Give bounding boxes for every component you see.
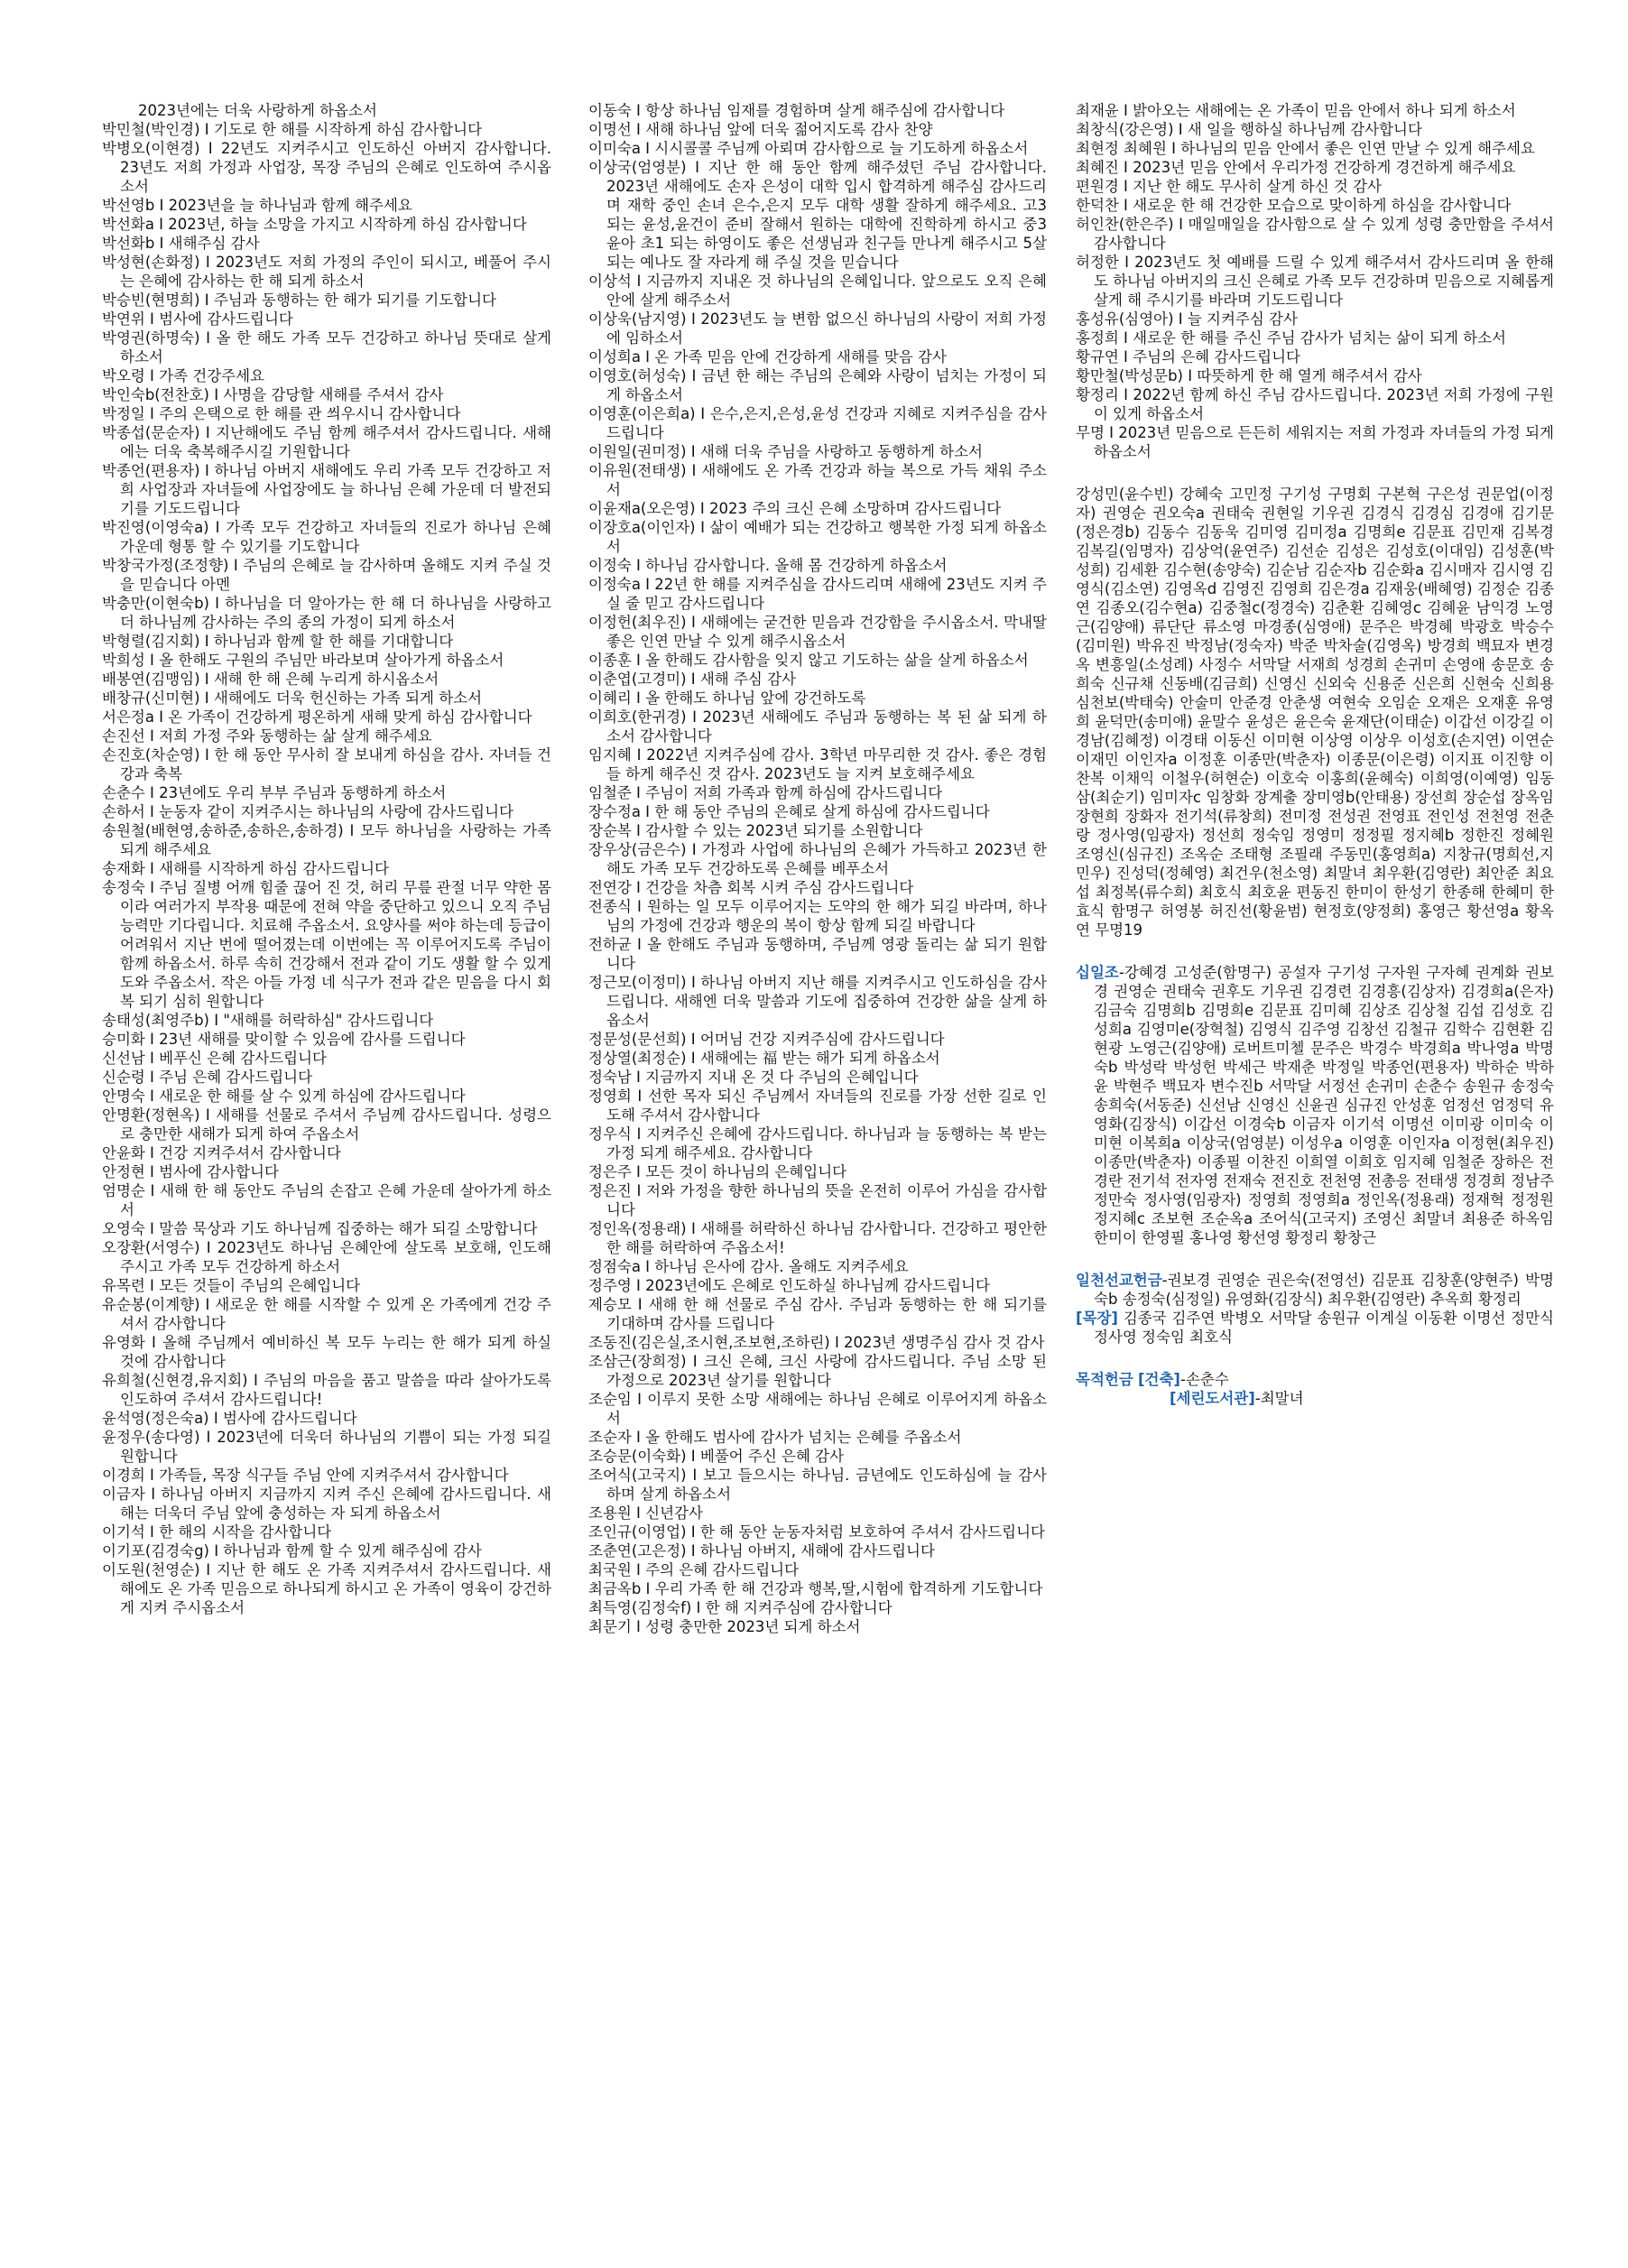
prayer-entry: 이원일(권미정) I 새해 더욱 주님을 사랑하고 동행하게 하소서: [588, 443, 983, 460]
prayer-entry: 편원경 I 지난 한 해도 무사히 살게 하신 것 감사: [1076, 178, 1382, 195]
prayer-entry: 황규연 I 주님의 은혜 감사드립니다: [1076, 348, 1300, 366]
building-names: -손춘수: [1179, 1371, 1229, 1388]
prayer-entry: 서은정a I 온 가족이 건강하게 평온하게 새해 맞게 하심 감사합니다: [102, 708, 532, 726]
prayer-entry: 정상열(최정순) I 새해에는 福 받는 해가 되게 하옵소서: [588, 1050, 940, 1067]
prayer-entry: 조춘연(고은정) I 하나님 아버지, 새해에 감사드립니다: [588, 1542, 935, 1560]
moksang-names: 김종국 김주연 박병오 서막달 송원규 이계실 이동환 이명선 정만식 정사영 정숙임 최호식: [1094, 1310, 1554, 1346]
prayer-entry: 황만철(박성문b) I 따뜻하게 한 해 열게 해주셔서 감사: [1076, 367, 1422, 384]
building-label: [건축]: [1138, 1371, 1180, 1388]
prayer-entry: 최문기 I 성령 충만한 2023년 되게 하소서: [588, 1618, 861, 1635]
moksang-section: [1076, 1309, 1554, 1347]
mission-offering-names: -권보경 권영순 권은숙(전영선) 김문표 김창훈(양현주) 박명숙b 송정숙(심정일) 유영화(김장식) 최우환(김영란) 추옥희 황정리: [1094, 1272, 1554, 1308]
prayer-entry: 안명환(정현옥) I 새해를 선물로 주셔서 주님께 감사드립니다. 성령으로 충만한 새해가 되게 하여 주옵소서: [102, 1106, 551, 1143]
prayer-entry: 박충만(이현숙b) I 하나님을 더 알아가는 한 해 더 하나님을 사랑하고 더 하나님께 감사하는 주의 종의 가정이 되게 하소서: [102, 595, 551, 631]
prayer-entry: 신순령 I 주님 은혜 감사드립니다: [102, 1069, 313, 1086]
library-label: [세린도서관]: [1170, 1390, 1255, 1407]
prayer-entry: 장우상(금은수) I 가정과 사업에 하나님의 은혜가 가득하고 2023년 한 해도 가족 모두 건강하도록 은혜를 베푸소서: [588, 841, 1047, 877]
prayer-entry: 박정일 I 주의 은택으로 한 해를 관 씌우시니 감사합니다: [102, 405, 461, 422]
thanks-offering-names: 강성민(윤수빈) 강혜숙 고민정 구기성 구명회 구본혁 구은성 권문업(이정자) 권영순 권오숙a 권태숙 권현일 기우권 김경식 김경심 김경애 김기문(정은경b) 김동수 김동욱 김미영 김미정a 김명희e 김문표 김민재 김복경 김복길(임명자) 김상억(윤연주) 김선순 김성은 김성호(이대임) 김성훈(박성희) 김세환 김수현(송양숙) 김순남 김순자b 김순화a 김시매자 김시영 김영식(김소연) 김영옥d 김영진 김영희 김은경a 김재웅(배혜영) 김정순 김종연 김종오(김수현a) 김중철c(정경숙) 김춘환 김혜영c 김혜윤 남익경 노영근(김양애) 류단단 류소영 마경종(심영애) 문주은 박경혜 박광호 박승수(김미원) 박유진 박정남(정숙자) 박준 박차술(김영옥) 방경희 백묘자 변경옥 변흥일(소성례) 사정수 서막달 서재희 성경희 손귀미 손영애 송문호 송희숙 신규채 신동배(김금희) 신영신 신외숙 신용준 신은희 신현숙 신희용 심천보(박태숙) 안술미 안준경 안춘생 여현숙 오임순 오재은 오재훈 유영희 윤덕만(송미애) 윤말수 윤성은 윤은숙 윤재단(이태순) 이갑선 이강길 이경남(김혜정) 이경태 이동신 이미현 이상영 이상우 이성호(손지연) 이연순 이재민 이인자a 이정훈 이종만(박춘자) 이종문(이은령) 이지표 이진향 이찬복 이채익 이철우(허현순) 이호숙 이홍희(윤혜숙) 이희영(이예영) 임동삼(최순기) 임미자c 임창화 장계출 장미영b(안태용) 장선희 장순섭 장옥임 장현희 장화자 전기석(류창희) 전미정 전성권 전영표 전인성 전천영 전춘랑 정사영(임광자) 정선희 정숙임 정영미 정정필 정지혜b 정한진 정혜원 조영신(심규진) 조옥순 조태형 조필래 주동민(홍영희a) 지창규(명희선,지민우) 진성덕(정혜영) 최건우(천소영) 최말녀 최우환(김영란) 최안준 최요섭 최정복(류수희) 최호식 최호윤 편동진 한미이 한성기 한종해 한혜미 한효식 함명구 허영봉 허진선(황윤범) 현정호(양정희) 홍영근 황선영a 황옥연 무명19: [1076, 486, 1554, 939]
prayer-entry: 안윤화 I 건강 지켜주셔서 감사합니다: [102, 1144, 341, 1162]
prayer-entry: 장순복 I 감사할 수 있는 2023년 되기를 소원합니다: [588, 822, 923, 839]
prayer-entry: 손춘수 I 23년에도 우리 부부 주님과 동행하게 하소서: [102, 784, 447, 801]
tithe-names: -강혜경 고성준(함명구) 공설자 구기성 구자원 구자혜 권계화 권보경 권영순 권태숙 권후도 기우권 김경련 김경흥(김상자) 김경희a(은자) 김금숙 김명희b 김명희e 김문표 김미혜 김상조 김상철 김섭 김성호 김성희a 김영미e(장혁철) 김영식 김주영 김창선 김철규 김학수 김현환 김현광 노영근(김양애) 로버트미첼 문주은 박경수 박경희a 박나영a 박명숙b 박성락 박성헌 박세근 박재춘 박정일 박종언(편용자) 박하순 박하윤 박현주 백묘자 변수진b 서막달 서정선 손귀미 손춘수 송원규 송정숙 송희숙(서동준) 신선남 신영신 신윤권 심규진 안성훈 엄정선 엄정덕 유영화(김장식) 이갑선 이경숙b 이금자 이기석 이명선 이미광 이미숙 이미현 이복희a 이상국(엄영분) 이성우a 이영훈 이인자a 이정현(최우진) 이종만(박춘자) 이종필 이찬진 이희열 이희호 임지혜 임철준 장하은 전경란 전기석 전자영 전재숙 전진호 전천영 전총응 전태생 정경희 정남주 정만숙 정사영(임광자) 정영희 정영희a 정인옥(정용래) 정재혁 정정원 정지혜c 조보현 조순옥a 조어식(고국지) 조영신 최말녀 최용준 하옥임 한미이 한영필 홍나영 황선영 황정리 황창근: [1094, 964, 1554, 1246]
prayer-entry: 박인숙b(전찬호) I 사명을 감당할 새해를 주셔서 감사: [102, 386, 444, 403]
prayer-entry: 안명숙 I 새로운 한 해를 살 수 있게 하심에 감사드립니다: [102, 1088, 466, 1105]
prayer-entry: 조순임 I 이루지 못한 소망 새해에는 하나님 은혜로 이루어지게 하옵소서: [588, 1391, 1047, 1427]
prayer-entry: 전연강 I 건강을 차츰 회복 시켜 주심 감사드립니다: [588, 879, 914, 896]
prayer-entry: 무명 I 2023년 믿음으로 든든히 세워지는 저희 가정과 자녀들의 가정 되게 하옵소서: [1076, 424, 1554, 460]
spacer: [1076, 1347, 1554, 1370]
spacer: [1076, 940, 1554, 963]
prayer-entry: 정인옥(정용래) I 새해를 허락하신 하나님 감사합니다. 건강하고 평안한 한 해를 허락하여 주옵소서!: [588, 1220, 1047, 1256]
prayer-entry: 조삼근(장희정) I 크신 은혜, 크신 사랑에 감사드립니다. 주님 소망 된 가정으로 2023년 살기를 원합니다: [588, 1353, 1047, 1389]
prayer-entry: 송원철(배현영,송하준,송하은,송하경) I 모두 하나님을 사랑하는 가족 되게 해주세요: [102, 822, 551, 858]
prayer-entry: 이상국(엄영분) I 지난 한 해 동안 함께 해주셨던 주님 감사합니다. 2023년 새해에도 손자 은성이 대학 입시 합격하게 해주심 감사드리며 재학 중인 손녀 은수,은지 모두 대학 생활 잘하게 해주세요. 고3 되는 윤성,윤건이 준비 잘해서 원하는 대학에 진학하게 하시고 중3 윤아 초1 되는 하영이도 좋은 선생님과 친구들 만나게 해주시고 5살 되는 예나도 잘 자라게 해 주실 것을 믿습니다: [588, 159, 1047, 271]
prayer-entry: 유영화 I 올해 주님께서 예비하신 복 모두 누리는 한 해가 되게 하실 것에 감사합니다: [102, 1334, 551, 1370]
prayer-entry: 정숙남 I 지금까지 지내 온 것 다 주님의 은혜입니다: [588, 1069, 919, 1086]
prayer-entry: 이윤재a(오은영) I 2023 주의 크신 은혜 소망하며 감사드립니다: [588, 500, 1002, 517]
prayer-entry: 유순봉(이계향) I 새로운 한 해를 시작할 수 있게 온 가족에게 건강 주셔서 감사합니다: [102, 1296, 551, 1332]
prayer-entry: 이동숙 I 항상 하나님 임재를 경험하며 살게 해주심에 감사합니다: [588, 102, 1005, 119]
prayer-entry: 배창규(신미현) I 새해에도 더욱 헌신하는 가족 되게 하소서: [102, 690, 483, 707]
prayer-entry: 박진영(이영숙a) I 가족 모두 건강하고 자녀들의 진로가 하나님 은혜 가운데 형통 할 수 있기를 기도합니다: [102, 519, 551, 555]
prayer-entry: 윤정우(송다영) I 2023년에 더욱더 하나님의 기쁨이 되는 가정 되길 원합니다: [102, 1429, 551, 1465]
tithe-label: 십일조: [1076, 964, 1119, 981]
prayer-entry: 최재윤 I 밝아오는 새해에는 온 가족이 믿음 안에서 하나 되게 하소서: [1076, 102, 1516, 119]
prayer-entry: 조용원 I 신년감사: [588, 1504, 703, 1522]
prayer-entry: 최혜진 I 2023년 믿음 안에서 우리가정 건강하게 경건하게 해주세요: [1076, 159, 1516, 176]
moksang-label: [목장]: [1076, 1310, 1118, 1327]
prayer-entry: 제승모 I 새해 한 해 선물로 주심 감사. 주님과 동행하는 한 해 되기를 기대하며 감사를 드립니다: [588, 1296, 1047, 1332]
prayer-entry: 윤석영(정은숙a) I 범사에 감사드립니다: [102, 1410, 357, 1427]
prayer-entry: 허정한 I 2023년도 첫 예배를 드릴 수 있게 해주셔서 감사드리며 올 한해도 하나님 아버지의 크신 은혜로 가족 모두 건강하며 믿음으로 지혜롭게 살게 해 주시기를 바라며 기도드립니다: [1076, 254, 1554, 309]
mission-offering-label: 일천선교헌금: [1076, 1272, 1162, 1289]
prayer-entry: 박병오(이현경) I 22년도 지켜주시고 인도하신 아버지 감사합니다. 23년도 저희 가정과 사업장, 목장 주님의 은혜로 인도하여 주시옵소서: [102, 140, 551, 195]
prayer-entry: 오영숙 I 말씀 묵상과 기도 하나님께 집중하는 해가 되길 소망합니다: [102, 1220, 538, 1237]
prayer-entry: 송정숙 I 주님 질병 어깨 힘줄 끊어 진 것, 허리 무릎 관절 너무 약한 몸이라 여러가지 부작용 때문에 전혀 약을 중단하고 있으니 오직 주님 능력만 기다립니다. 치료해 주옵소서. 요양사를 써야 하는데 등급이 어려워서 지난 번에 떨어졌는데 이번에는 꼭 이루어지도록 주님이 함께 하옵소서. 하루 속히 건강해서 전과 같이 기도 생활 할 수 있게 도와 주옵소서. 작은 아들 가정 네 식구가 전과 같은 믿음을 다시 회복 되기 심히 원합니다: [102, 879, 551, 1010]
prayer-entry: 박민철(박인경) I 기도로 한 해를 시작하게 하심 감사합니다: [102, 121, 483, 138]
prayer-entry: 이영훈(이은희a) I 은수,은지,은성,윤성 건강과 지혜로 지켜주심을 감사드립니다: [588, 405, 1047, 441]
prayer-entry: 이경희 I 가족들, 목장 식구들 주님 안에 지켜주셔서 감사합니다: [102, 1467, 509, 1484]
prayer-entry: 이장호a(이인자) I 삶이 예배가 되는 건강하고 행복한 가정 되게 하옵소서: [588, 519, 1047, 555]
prayer-entry: 이도원(천영순) I 지난 한 해도 온 가족 지켜주셔서 감사드립니다. 새해에도 온 가족 믿음으로 하나되게 하시고 온 가족이 영육이 강건하게 지켜 주시옵소서: [102, 1561, 551, 1616]
library-names: -최말녀: [1254, 1390, 1304, 1407]
prayer-entry: 이혜리 I 올 한해도 하나님 앞에 강건하도록: [588, 690, 866, 707]
prayer-entry: 정우식 I 지켜주신 은혜에 감사드립니다. 하나님과 늘 동행하는 복 받는 가정 되게 해주세요. 감사합니다: [588, 1125, 1047, 1162]
prayer-entry: 정영희 I 선한 목자 되신 주님께서 자녀들의 진로를 가장 선한 길로 인도해 주셔서 감사합니다: [588, 1088, 1047, 1124]
prayer-entry: 이명선 I 새해 하나님 앞에 더욱 젊어지도록 감사 찬양: [588, 121, 933, 138]
prayer-entry: 임지혜 I 2022년 지켜주심에 감사. 3학년 마무리한 것 감사. 좋은 경험들 하게 해주신 것 감사. 2023년도 늘 지켜 보호해주세요: [588, 746, 1047, 782]
prayer-entry: 박오령 I 가족 건강주세요: [102, 367, 264, 384]
prayer-entry: 박선영b I 2023년을 늘 하나님과 함께 해주세요: [102, 197, 412, 214]
prayer-entry: 최득영(김정숙f) I 한 해 지켜주심에 감사합니다: [588, 1599, 893, 1616]
prayer-entry: 정은진 I 저와 가정을 향한 하나님의 뜻을 온전히 이루어 가심을 감사합니다: [588, 1182, 1047, 1218]
prayer-entry: 조인규(이영업) I 한 해 동안 눈동자처럼 보호하여 주셔서 감사드립니다: [588, 1523, 1045, 1541]
prayer-entry: 박형렬(김지회) I 하나님과 함께 할 한 해를 기대합니다: [102, 633, 454, 650]
prayer-entry: 손하서 I 눈동자 같이 지켜주시는 하나님의 사랑에 감사드립니다: [102, 803, 513, 820]
prayer-entry: 손진호(차순영) I 한 해 동안 무사히 잘 보내게 하심을 감사. 자녀들 건강과 축복: [102, 746, 551, 782]
tithe-section: [1076, 963, 1554, 1247]
prayer-entry: 오장환(서영수) I 2023년도 하나님 은혜안에 살도록 보호해, 인도해주시고 가족 모두 건강하게 하소서: [102, 1239, 551, 1275]
prayer-entry: 정점숙a I 하나님 은사에 감사. 올해도 지켜주세요: [588, 1258, 909, 1275]
purpose-offering-section: [1076, 1370, 1554, 1389]
prayer-entry: 최국원 I 주의 은혜 감사드립니다: [588, 1561, 800, 1578]
library-section: [1076, 1389, 1554, 1408]
prayer-entry: 이종훈 I 올 한해도 감사함을 잊지 않고 기도하는 삶을 살게 하옵소서: [588, 652, 1029, 669]
prayer-entry: 승미화 I 23년 새해를 맞이할 수 있음에 감사를 드립니다: [102, 1031, 466, 1048]
prayer-entry: 이기포(김경숙g) I 하나님과 함께 할 수 있게 해주심에 감사: [102, 1542, 482, 1560]
prayer-entry: 박승빈(현명희) I 주님과 동행하는 한 해가 되기를 기도합니다: [102, 292, 496, 309]
prayer-entry: 최금옥b I 우리 가족 한 해 건강과 행복,딸,시험에 합격하게 기도합니다: [588, 1580, 1043, 1597]
prayer-entry: 박종섭(문순자) I 지난해에도 주님 함께 해주셔서 감사드립니다. 새해에는 더욱 축복해주시길 기원합니다: [102, 424, 551, 460]
prayer-list-1: [102, 120, 551, 1617]
prayer-entry: 이성희a I 온 가족 믿음 안에 건강하게 새해를 맞음 감사: [588, 348, 947, 366]
prayer-entry: 한덕찬 I 새로운 한 해 건강한 모습으로 맞이하게 하심을 감사합니다: [1076, 197, 1512, 214]
prayer-entry: 황정리 I 2022년 함께 하신 주님 감사드립니다. 2023년 저희 가정에 구원이 있게 하옵소서: [1076, 386, 1554, 422]
prayer-entry: 이희호(한귀경) I 2023년 새해에도 주님과 동행하는 복 된 삶 되게 하소서 감사합니다: [588, 708, 1047, 745]
prayer-entry: 배봉연(김맹임) I 새해 한 해 은혜 누리게 하시옵소서: [102, 671, 439, 688]
prayer-list-3: [1076, 101, 1554, 461]
prayer-entry: 이정숙a I 22년 한 해를 지켜주심을 감사드리며 새해에 23년도 지켜 주실 줄 믿고 감사드립니다: [588, 576, 1047, 612]
intro-line: 2023년에는 더욱 사랑하게 하옵소서: [138, 102, 377, 119]
spacer: [1076, 461, 1554, 485]
prayer-entry: 박창국가정(조정향) I 주님의 은혜로 늘 감사하며 올해도 지켜 주실 것을 믿습니다 아멘: [102, 557, 551, 593]
mission-offering-section: [1076, 1271, 1554, 1309]
prayer-entry: 이유원(전태생) I 새해에도 온 가족 건강과 하늘 복으로 가득 채워 주소서: [588, 462, 1047, 498]
prayer-entry: 손진선 I 저희 가정 주와 동행하는 삶 살게 해주세요: [102, 727, 432, 745]
prayer-entry: 송태성(최영주b) I "새해를 허락하심" 감사드립니다: [102, 1012, 434, 1029]
prayer-entry: 안정현 I 범사에 감사합니다: [102, 1163, 279, 1180]
prayer-entry: 박선화b I 새해주심 감사: [102, 235, 260, 252]
prayer-entry: 이기석 I 한 해의 시작을 감사합니다: [102, 1523, 332, 1541]
prayer-entry: 박영권(하명숙) I 올 한 해도 가족 모두 건강하고 하나님 뜻대로 살게 하소서: [102, 329, 551, 366]
prayer-entry: 홍정희 I 새로운 한 해를 주신 주님 감사가 넘치는 삶이 되게 하소서: [1076, 329, 1506, 347]
prayer-entry: 홍성유(심영아) I 늘 지켜주심 감사: [1076, 310, 1298, 328]
column-1: [102, 101, 551, 1617]
prayer-entry: 유희철(신현경,유지회) I 주님의 마음을 품고 말씀을 따라 살아가도록 인도하여 주셔서 감사드립니다!: [102, 1372, 551, 1408]
prayer-entry: 이미숙a I 시시콜콜 주님께 아뢰며 감사함으로 늘 기도하게 하옵소서: [588, 140, 1029, 157]
prayer-entry: 박연위 I 범사에 감사드립니다: [102, 310, 293, 328]
prayer-entry: 이춘엽(고경미) I 새해 주심 감사: [588, 671, 796, 688]
prayer-entry: 이상욱(남지영) I 2023년도 늘 변함 없으신 하나님의 사랑이 저희 가정에 임하소서: [588, 310, 1047, 347]
prayer-entry: 이정숙 I 하나님 감사합니다. 올해 몸 건강하게 하옵소서: [588, 557, 948, 574]
prayer-entry: 최창식(강은영) I 새 일을 행하실 하나님께 감사합니다: [1076, 121, 1422, 138]
prayer-entry: 최현정 최혜원 I 하나님의 믿음 안에서 좋은 인연 만날 수 있게 해주세요: [1076, 140, 1535, 157]
column-3: [1076, 101, 1554, 1408]
prayer-entry: 정주영 I 2023년에도 은혜로 인도하실 하나님께 감사드립니다: [588, 1277, 990, 1294]
column-2: [588, 101, 1047, 1636]
prayer-entry: 박선화a I 2023년, 하늘 소망을 가지고 시작하게 하심 감사합니다: [102, 216, 527, 233]
prayer-entry: 이정헌(최우진) I 새해에는 굳건한 믿음과 건강함을 주시옵소서. 막내딸 좋은 인연 만날 수 있게 해주시옵소서: [588, 614, 1047, 650]
prayer-entry: 신선남 I 베푸신 은혜 감사드립니다: [102, 1050, 327, 1067]
prayer-entry: 정은주 I 모든 것이 하나님의 은혜입니다: [588, 1163, 847, 1180]
prayer-list-2: [588, 101, 1047, 1636]
prayer-entry: 이상석 I 지금까지 지내온 것 하나님의 은혜입니다. 앞으로도 오직 은혜 안에 살게 해주소서: [588, 273, 1047, 309]
prayer-entry: 유목련 I 모든 것들이 주님의 은혜입니다: [102, 1277, 361, 1294]
prayer-entry: 장수정a I 한 해 동안 주님의 은혜로 살게 하심에 감사드립니다: [588, 803, 990, 820]
prayer-entry: 박희성 I 올 한해도 구원의 주님만 바라보며 살아가게 하옵소서: [102, 652, 504, 669]
prayer-entry: 박종언(편용자) I 하나님 아버지 새해에도 우리 가족 모두 건강하고 저희 사업장과 자녀들에 사업장에도 늘 하나님 은혜 가운데 더 발전되기를 기도드립니다: [102, 462, 551, 517]
prayer-entry: 임철준 I 주님이 저희 가족과 함께 하심에 감사드립니다: [588, 784, 943, 801]
prayer-entry: 조어식(고국지) I 보고 들으시는 하나님. 금년에도 인도하심에 늘 감사하며 살게 하옵소서: [588, 1467, 1047, 1503]
prayer-entry: 허인찬(한은주) I 매일매일을 감사함으로 살 수 있게 성령 충만함을 주셔서 감사합니다: [1076, 216, 1554, 252]
prayer-entry: 전하균 I 올 한해도 주님과 동행하며, 주님께 영광 돌리는 삶 되기 원합니다: [588, 936, 1047, 972]
prayer-entry: 엄명순 I 새해 한 해 동안도 주님의 손잡고 은혜 가운데 살아가게 하소서: [102, 1182, 551, 1218]
spacer: [1076, 1247, 1554, 1271]
prayer-entry: 이금자 I 하나님 아버지 지금까지 지켜 주신 은혜에 감사드립니다. 새해는 더욱더 주님 앞에 충성하는 자 되게 하옵소서: [102, 1486, 551, 1522]
prayer-entry: 송재화 I 새해를 시작하게 하심 감사드립니다: [102, 860, 389, 877]
purpose-offering-label: 목적헌금: [1076, 1371, 1133, 1388]
prayer-entry: 박성현(손화정) I 2023년도 저희 가정의 주인이 되시고, 베풀어 주시는 은혜에 감사하는 한 해 되게 하소서: [102, 254, 551, 290]
prayer-entry: 조순자 I 올 한해도 범사에 감사가 넘치는 은혜를 주옵소서: [588, 1429, 962, 1446]
prayer-entry: 정근모(이정미) I 하나님 아버지 지난 해를 지켜주시고 인도하심을 감사드립니다. 새해엔 더욱 말씀과 기도에 집중하여 건강한 삶을 살게 하옵소서: [588, 974, 1047, 1029]
prayer-entry: 조승문(이숙화) I 베풀어 주신 은혜 감사: [588, 1448, 845, 1465]
prayer-entry: 조동진(김은실,조시현,조보현,조하린) I 2023년 생명주심 감사 것 감사: [588, 1334, 1045, 1351]
prayer-entry: 정문성(문선희) I 어머님 건강 지켜주심에 감사드립니다: [588, 1031, 945, 1048]
prayer-entry: 전종식 I 원하는 일 모두 이루어지는 도약의 한 해가 되길 바라며, 하나님의 가정에 건강과 행운의 복이 항상 함께 되길 바랍니다: [588, 898, 1047, 934]
prayer-entry: 이영호(허성숙) I 금년 한 해는 주님의 은혜와 사랑이 넘치는 가정이 되게 하옵소서: [588, 367, 1047, 403]
